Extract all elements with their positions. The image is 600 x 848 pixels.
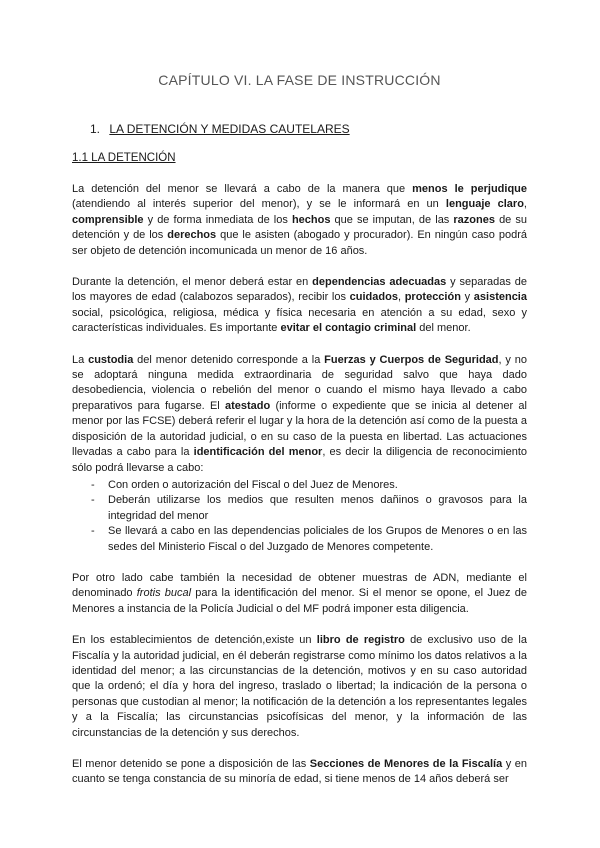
- bold-text: dependencias adecuadas: [312, 276, 447, 289]
- section-heading: [90, 122, 350, 136]
- text-run: y separadas de los mayores de edad (calabozos separados), recibir los: [72, 276, 527, 304]
- bold-text: hechos: [291, 213, 331, 226]
- list-item-text: Se llevará a cabo en las dependencias policiales de los Grupos de Menores o en las sedes del Ministerio Fiscal o del Juzgado de Menores competente.: [108, 525, 527, 553]
- text-run: La detención del menor se llevará a cabo de la manera que: [72, 183, 413, 195]
- list-item: [72, 524, 527, 555]
- requirements-list: [72, 478, 527, 555]
- dash-bullet: -: [91, 494, 95, 507]
- text-run: social, psicológica, religiosa, médica y física necesaria en atención a su edad, sexo y características individuales. Es importante: [72, 306, 527, 335]
- text-run: Durante la detención, el menor deberá estar en: [72, 276, 313, 289]
- text-run: , es decir la diligencia de reconocimiento sólo podrá llevarse a cabo:: [72, 446, 527, 474]
- text-run: ,: [397, 291, 405, 304]
- section-title: LA DETENCIÓN Y MEDIDAS CAUTELARES: [109, 122, 350, 136]
- text-run: y de forma inmediata de los: [143, 213, 292, 226]
- text-run: La: [72, 353, 89, 366]
- paragraph-5: [72, 633, 527, 741]
- paragraph-2: [72, 275, 527, 337]
- subsection-title: 1.1 LA DETENCIÓN: [72, 152, 176, 164]
- bold-text: razones: [453, 213, 495, 226]
- bold-text: Fuerzas y Cuerpos de Seguridad: [324, 353, 499, 366]
- text-run: y en cuanto se tenga constancia de su minoría de edad, si tiene menos de 14 años deberá ser: [72, 758, 527, 786]
- list-item: [72, 493, 527, 524]
- paragraph-6: [72, 757, 527, 788]
- bold-text: cuidados: [349, 291, 398, 304]
- list-item: [72, 478, 527, 493]
- bold-text: evitar el contagio criminal: [280, 322, 417, 335]
- text-run: ,: [523, 198, 527, 211]
- bold-text: libro de registro: [316, 634, 405, 647]
- section-number: 1.: [90, 122, 101, 136]
- paragraph-1: [72, 182, 527, 259]
- text-run: En los establecimientos de detención,existe un: [72, 634, 317, 647]
- bold-text: atestado: [224, 399, 271, 412]
- document-body: [72, 182, 527, 804]
- paragraph-3: [72, 353, 527, 476]
- dash-bullet: -: [91, 478, 95, 491]
- paragraph-4: [72, 571, 527, 617]
- bold-text: menos le perjudique: [412, 183, 527, 195]
- list-item-text: Con orden o autorización del Fiscal o del Juez de Menores.: [108, 478, 398, 491]
- text-run: El menor detenido se pone a disposición de las: [72, 758, 310, 770]
- bold-text: asistencia: [473, 291, 527, 304]
- italic-text: frotis bucal: [136, 587, 192, 600]
- chapter-title: CAPÍTULO VI. LA FASE DE INSTRUCCIÓN: [158, 72, 441, 88]
- text-run: y: [460, 291, 474, 304]
- bold-text: Secciones de Menores de la Fiscalía: [309, 758, 503, 770]
- bold-text: custodia: [88, 353, 134, 366]
- bold-text: derechos: [167, 229, 217, 242]
- bold-text: protección: [404, 291, 461, 304]
- text-run: del menor detenido corresponde a la: [133, 353, 325, 366]
- text-run: Por otro lado cabe también la necesidad de obtener muestras de ADN, mediante el denominado: [72, 571, 527, 600]
- text-run: que le asisten (abogado y procurador). En ningún caso podrá ser objeto de detención incomunicada un menor de 16 años.: [72, 229, 527, 257]
- text-run: de exclusivo uso de la Fiscalía y la autoridad judicial, en él deberán registrarse como mínimo los datos relativos a la identidad del menor; a las circunstancias de la detención, motivos y en su caso autoridad que la ordenó; el día y hora del ingreso, traslado o libertad; la indicación de la persona o personas que custodian al menor; la notificación de la detención a los representantes legales y a la Fiscalía; las circunstancias psicofísicas del menor, y la información de las circunstancias de la detención y sus derechos.: [72, 634, 527, 739]
- text-run: del menor.: [416, 322, 471, 335]
- bold-text: lenguaje claro: [445, 198, 524, 211]
- bold-text: identificación del menor: [193, 446, 323, 459]
- dash-bullet: -: [91, 525, 95, 538]
- text-run: (informe o expediente que se inicia al detener al menor por las FCSE) deberá referir el lugar y la hora de la detención así como de la puesta a disposición de la autoridad judicial, o en su caso de la puesta en libertad. Las actuaciones llevadas a cabo para la: [72, 399, 527, 459]
- bold-text: comprensible: [72, 213, 144, 226]
- text-run: de su detención y de los: [72, 213, 527, 242]
- text-run: para la identificación del menor. Si el menor se opone, el Juez de Menores a instancia de la Policía Judicial o del MF podrá imponer esta diligencia.: [72, 587, 527, 615]
- text-run: , y no se adoptará ninguna medida extraordinaria de seguridad salvo que haya dado desobediencia, violencia o rebelión del menor o cuando el mismo haya llevado a cabo preparativos para fugarse. El: [72, 353, 528, 412]
- text-run: que se imputan, de las: [330, 213, 454, 226]
- text-run: (atendiendo al interés superior del menor), y se le informará en un: [72, 198, 446, 211]
- list-item-text: Deberán utilizarse los medios que resulten menos dañinos o gravosos para la integridad del menor: [108, 494, 527, 522]
